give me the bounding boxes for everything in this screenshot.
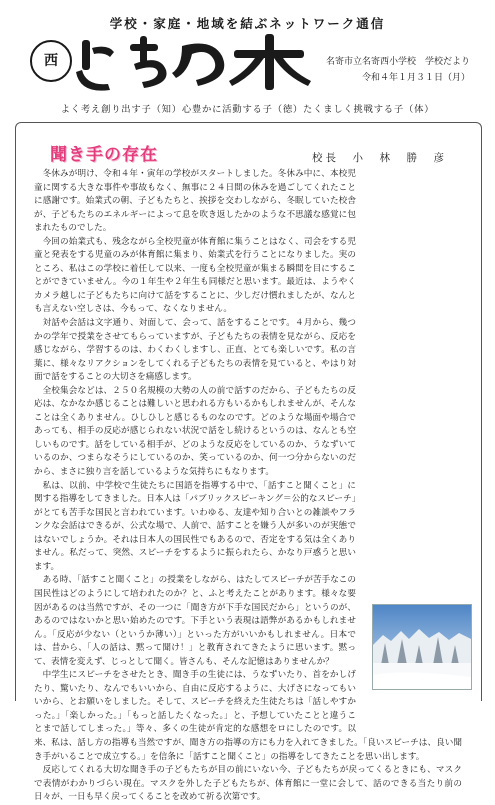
paragraph: 私は、以前、中学校で生徒たちに国語を指導する中で、「話すこと聞くこと」に関する指導をしてきました。日本人は「パブリックスピーキング＝公的なスピーチ」がとても苦手な国民と言われています。いわゆる、友達や知り合いとの雑談やフランクな会話はできるが、公式な場で、人前で、話すことを嫌う人が多いのが実態ではないでしょうか。それは日本人の国民性でもあるので、否定をする気は全くありません。私だって、突然、スピーチをするように振られたら、かなり戸惑うと思います。 [34,480,356,572]
snowy-forest-photo [372,604,472,690]
paragraph: 中学生にスピーチをさせたとき、聞き手の生徒には、うなずいたり、首をかしげたり、驚いたり、なんでもいいから、自由に反応するように、大げさになってもいいから、とお願いをしました。そして、スピーチを終えた生徒たちは「話しやすかった。」「楽しかった。」「もっと話したくなった。」と、予想していたことと違うことまで話してしまった。」等々、多くの生徒が肯定的な感想をロにしたのです。以来、私は、話し方の指導も当然ですが、聞き方の指導の方にも力を入れてきました。「良いスピーチは、良い聞き手がいることで成立する。」を信条に「話すこと聞くこと」の指導をしてきたことを思い出します。 [34,670,462,762]
school-motto: よく考え創り出す子（知）心豊かに活動する子（徳）たくましく挑戦する子（体） [60,104,435,115]
tagline: 学校・家庭・地域を結ぶネットワーク通信 [109,16,386,31]
paragraph: 反応してくれる大切な聞き手の子どもたちが目の前にいない今、子どもたちが戻ってくるときにも、マスクで表情がわかりづらい現在。マスクを外した子どもたちが、体育館に一堂に会して、話のできる当たり前の日々が、一日も早く戻ってくることを改めて祈る次第です。 [34,765,462,803]
school-seal [30,40,72,82]
paragraph: ある時、「話すこと聞くこと」の授業をしながら、はたしてスピーチが苦手なこの国民性はどのようにして培われたのか？と、ふと考えたことがあります。様々な要因があるのは当然ですが、その一つに「聞き方が下手な国民だから」というのが、あるのではないかと思い始めたのです。下手という表現は語弊があるかもしれません。「反応が少ない（というか薄い）」といった方がいいかもしれません。日本では、昔から、「人の話は、黙って聞け！」と教育されてきたように思います。黙って、表情を変えず、じっとして聞く。皆さんも、そんな記憶はありませんか？ [34,575,356,667]
newsletter-title-logo [74,32,314,92]
paragraph: 対話や会話は文字通り、対面して、会って、話をすることです。４月から、幾つかの学年で授業をさせてもらっていますが、子どもたちの表情を見ながら、反応を感じながら、学習するのは、わくわくしますし、正直、とても楽しいです。私の言葉に、様々なリアクションをしてくれる子どもたちの表情を見ていると、やはり対面で話をすることの大切さを痛感します。 [34,318,356,383]
paragraph: 今回の始業式も、残念ながら全校児童が体育館に集うことはなく、司会をする児童と発表をする児童のみが体育館に集まり、始業式を行うことになりました。実のところ、私はこの学校に着任して以来、一度も全校児童が集まる瞬間を目にすることができていません。今の１年生や２年生も同様だと思います。最近は、ようやくカメラ越しに子どもたちに向けて話をすることに、少しだけ慣れましたが、なんとも言えない空しさは、今もって、なくなりません。 [34,236,356,315]
article-body [34,168,462,805]
paragraph: 全校集会などは、２５０名規模の大勢の人の前で話すのだから、子どもたちの反応は、なかなか感じることは難しいと思われる方もいるかもしれませんが、そんなことは全くありません。ひしひしと感じるものなのです。どのような場面や場合であっても、相手の反応が感じられない状況で話をし続けるというのは、なんとも空しいものです。話をしている相手が、どのような反応をしているのか、うなずいているのか、つまらなそうにしているのか、笑っているのか、何一つ分からないのだから、まさに独り言を話しているような気持ちにもなります。 [34,385,356,478]
issue-date: 令和４年１月３１日（月） [361,73,470,83]
seal-text: 西 [44,53,58,69]
article-author: 校長 小 林 勝 彦 [312,152,447,164]
paragraph: 冬休みが明け、令和４年・寅年の学校がスタートしました。冬休み中に、本校児童に関する大きな事件や事故もなく、無事に２４日間の休みを過ごしてくれたことに感謝です。始業式の朝、子どもたちと、挨拶を交わしながら、冬眠していた校舎が、子どもたちのエネルギーによって息を吹き返したかのような不思議な感覚に包まれたものでした。 [34,169,356,234]
masthead-row [30,32,470,96]
school-name: 名寄市立名寄西小学校 学校だより [325,57,470,67]
article-heading: 聞き手の存在 [50,145,158,165]
